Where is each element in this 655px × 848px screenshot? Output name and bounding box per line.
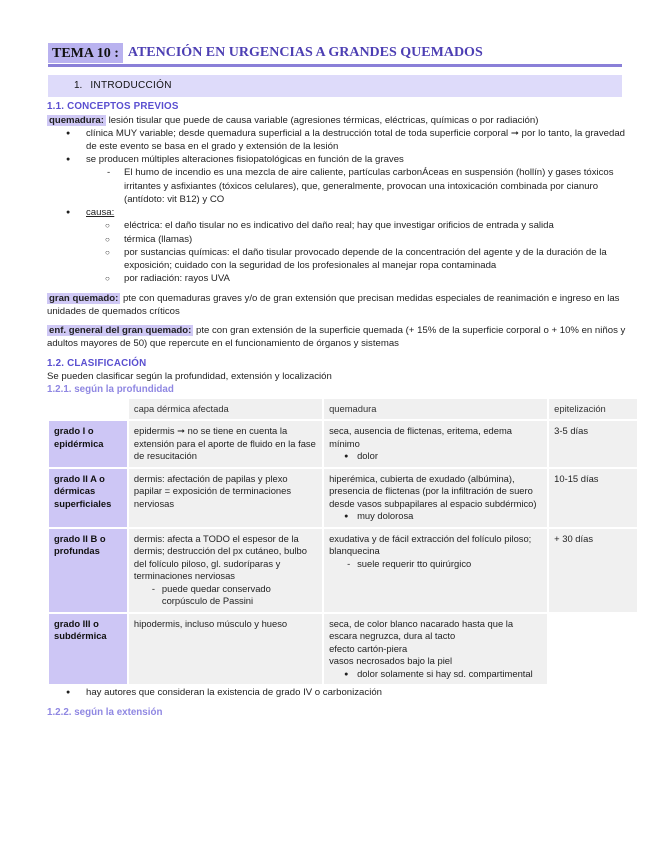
table-row bbox=[48, 528, 638, 613]
capa-cell: hipodermis, incluso músculo y hueso bbox=[128, 613, 323, 686]
chapter-tag: TEMA 10 : bbox=[48, 43, 123, 63]
header-cell: capa dérmica afectada bbox=[128, 398, 323, 421]
heading-segun-extension: 1.2.2. según la extensión bbox=[47, 706, 163, 718]
list-item: ● hay autores que consideran la existencia de grado IV o carbonización bbox=[47, 686, 627, 699]
quemadura-text: seca, ausencia de flictenas, eritema, edema mínimo bbox=[329, 425, 513, 449]
term-enf-general: enf. general del gran quemado: bbox=[49, 325, 192, 337]
list-subitem: - El humo de incendio es una mezcla de aire caliente, partículas carbonÁceas en suspensión (hollín) y gases tóxicos irritantes y asfixiantes (tóxicos celulares), que, generalmente, provocan una intoxicación combinada por cianuro (antídoto: vit B12) y CO bbox=[47, 166, 627, 206]
header-cell bbox=[48, 398, 128, 421]
capa-cell: dermis: afectación de papilas y plexo papilar = exposición de terminaciones nerviosas bbox=[128, 468, 323, 528]
term-gran-quemado: gran quemado: bbox=[49, 292, 119, 304]
quemadura-line: seca, de color blanco nacarado hasta que la escara negruzca, dura al tacto bbox=[329, 617, 514, 642]
list-grado-iv bbox=[47, 686, 627, 699]
quemadura-text: hiperémica, cubierta de exudado (albúmina), presencia de flictenas (por la infiltración de suero desde vasos subpapilares al espacio subdérmico) bbox=[329, 472, 537, 509]
header-cell: epitelización bbox=[548, 398, 638, 421]
clasificacion-intro: Se pueden clasificar según la profundidad, extensión y localización bbox=[47, 371, 332, 383]
paragraph-enf-general bbox=[47, 324, 627, 350]
def-enf-general: pte con gran extensión de la superficie quemada (+ 15% de la superficie corporal o + 10% en niños y adultos mayores de 50) que repercute en el funcionamiento de órganos y sistemas bbox=[47, 325, 626, 350]
header-cell: quemadura bbox=[323, 398, 548, 421]
chapter-main-title: ATENCIÓN EN URGENCIAS A GRANDES QUEMADOS bbox=[127, 45, 483, 61]
causa-item: ○ por radiación: rayos UVA bbox=[47, 272, 627, 285]
quemadura-subitem: - suele requerir tto quirúrgico bbox=[329, 558, 542, 571]
quemadura-cell bbox=[323, 468, 548, 528]
table-row bbox=[48, 420, 638, 468]
def-quemadura: lesión tisular que puede de causa variable (agresiones térmicas, eléctricas, químicas o por radiación) bbox=[105, 114, 539, 126]
epitelizacion-cell bbox=[548, 613, 638, 686]
causa-label: causa: bbox=[86, 207, 115, 219]
grade-cell: grado II B o profundas bbox=[48, 528, 128, 613]
paragraph-gran-quemado bbox=[47, 292, 627, 318]
term-quemadura: quemadura: bbox=[49, 114, 104, 126]
def-gran-quemado: pte con quemaduras graves y/o de gran extensión que precisan medidas especiales de reanimación e ingreso en las unidades de quemados críticos bbox=[47, 292, 620, 317]
capa-cell: epidermis ➞ no se tiene en cuenta la extensión para el aporte de fluido en la fase de resucitación bbox=[128, 420, 323, 468]
causa-item: ○ por sustancias químicas: el daño tisular provocado depende de la concentración del agente y de la duración de la exposición; cuidado con la seguridad de los profesionales al manejar ropa contaminada bbox=[47, 246, 627, 272]
table-row bbox=[48, 613, 638, 686]
epitelizacion-cell: 10-15 días bbox=[548, 468, 638, 528]
quemadura-bullet: ● muy dolorosa bbox=[329, 510, 542, 523]
paragraph-quemadura bbox=[47, 114, 627, 127]
capa-text: dermis: afecta a TODO el espesor de la dermis; destrucción del px cutáneo, bulbo del folículo piloso, gl. sudoríparas y terminaciones nerviosas bbox=[133, 532, 307, 582]
quemadura-cell bbox=[323, 613, 548, 686]
quemadura-bullet: ● dolor solamente si hay sd. compartimental bbox=[329, 668, 542, 681]
table-header-row bbox=[48, 398, 638, 421]
epitelizacion-cell: + 30 días bbox=[548, 528, 638, 613]
table-row bbox=[48, 468, 638, 528]
grade-cell: grado III o subdérmica bbox=[48, 613, 128, 686]
grade-cell: grado I o epidérmica bbox=[48, 420, 128, 468]
quemadura-cell bbox=[323, 528, 548, 613]
list-quemadura bbox=[47, 127, 627, 286]
quemadura-line: efecto cartón-piera bbox=[329, 642, 408, 654]
main-content bbox=[47, 100, 627, 719]
section-title: INTRODUCCIÓN bbox=[90, 80, 172, 92]
heading-clasificacion: 1.2. CLASIFICACIÓN bbox=[47, 357, 147, 369]
depth-classification-table bbox=[47, 397, 639, 687]
heading-segun-profundidad: 1.2.1. según la profundidad bbox=[47, 384, 174, 396]
section-heading-introduccion bbox=[48, 75, 622, 97]
list-item: ● se producen múltiples alteraciones fisiopatológicas en función de la graves bbox=[47, 153, 627, 166]
causa-item: ○ eléctrica: el daño tisular no es indicativo del daño real; hay que investigar orificios de entrada y salida bbox=[47, 219, 627, 232]
heading-conceptos-previos: 1.1. CONCEPTOS PREVIOS bbox=[47, 101, 179, 112]
causa-item: ○ térmica (llamas) bbox=[47, 233, 627, 246]
quemadura-bullet: ● dolor bbox=[329, 450, 542, 463]
quemadura-text: exudativa y de fácil extracción del folículo piloso; blanquecina bbox=[329, 532, 532, 557]
list-item-causa bbox=[47, 206, 627, 219]
quemadura-cell bbox=[323, 420, 548, 468]
epitelizacion-cell: 3-5 días bbox=[548, 420, 638, 468]
quemadura-line: vasos necrosados bajo la piel bbox=[329, 655, 453, 667]
section-number: 1. bbox=[74, 80, 83, 92]
list-item: ● clínica MUY variable; desde quemadura superficial a la destrucción total de toda superficie corporal ➞ por lo tanto, la gravedad de este evento se basa en el grado y extensión de la lesión bbox=[47, 127, 627, 153]
grade-cell: grado II A o dérmicas superficiales bbox=[48, 468, 128, 528]
chapter-title bbox=[48, 42, 622, 67]
capa-subitem: - puede quedar conservado corpúsculo de Passini bbox=[134, 583, 317, 608]
capa-cell bbox=[128, 528, 323, 613]
